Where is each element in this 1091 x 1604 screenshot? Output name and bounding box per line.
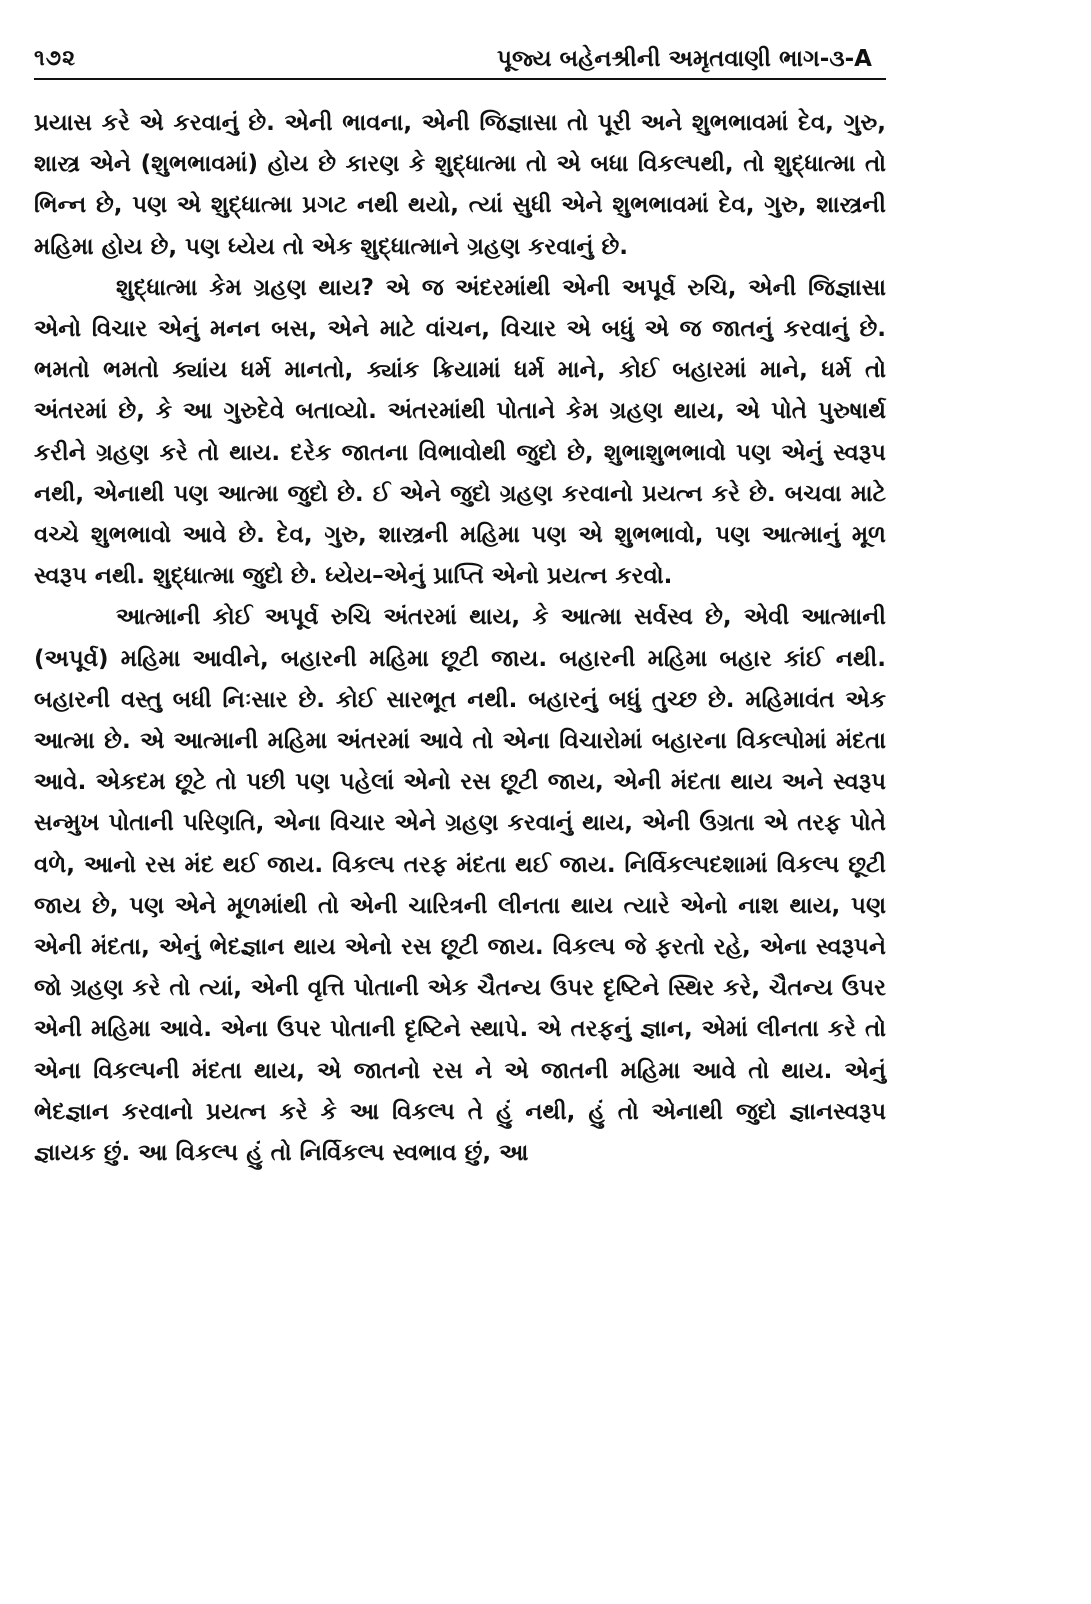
paragraph: શુદ્ધાત્મા કેમ ગ્રહણ થાય? એ જ અંદરમાંથી એની અપૂર્વ રુચિ, એની જિજ્ઞાસા એનો વિચાર એનું મનન બસ, એને માટે વાંચન, વિચાર એ બધું એ જ જાતનું કરવાનું છે. ભમતો ભમતો ક્યાંય ધર્મ માનતો, ક્યાંક ક્રિયામાં ધર્મ માને, કોઈ બહારમાં માને, ધર્મ તો અંતરમાં છે, કે આ ગુરુદેવે બતાવ્યો. અંતરમાંથી પોતાને કેમ ગ્રહણ થાય, એ પોતે પુરુષાર્થ કરીને ગ્રહણ કરે તો થાય. દરેક જાતના વિભાવોથી જુદો છે, શુભાશુભભાવો પણ એનું સ્વરૂપ નથી, એનાથી પણ આત્મા જુદો છે. ઈ એને જુદો ગ્રહણ કરવાનો પ્રયત્ન કરે છે. બચવા માટે વચ્ચે શુભભાવો આવે છે. દેવ, ગુરુ, શાસ્ત્રની મહિમા પણ એ શુભભાવો, પણ આત્માનું મૂળ સ્વરૂપ નથી. શુદ્ધાત્મા જુદો છે. ધ્યેય–એનું પ્રાપ્તિ એનો પ્રયત્ન કરવો.	[34, 274, 886, 590]
running-title: પૂજ્ય બહેનશ્રીની અમૃતવાણી ભાગ-૩-A	[497, 46, 872, 72]
page-header	[34, 44, 886, 80]
body-text	[34, 103, 886, 1174]
paragraph: આત્માની કોઈ અપૂર્વ રુચિ અંતરમાં થાય, કે આત્મા સર્વસ્વ છે, એવી આત્માની (અપૂર્વ) મહિમા આવીને, બહારની મહિમા છૂટી જાય. બહારની મહિમા બહાર કાંઈ નથી. બહારની વસ્તુ બધી નિઃસાર છે. કોઈ સારભૂત નથી. બહારનું બધું તુચ્છ છે. મહિમાવંત એક આત્મા છે. એ આત્માની મહિમા અંતરમાં આવે તો એના વિચારોમાં બહારના વિકલ્પોમાં મંદતા આવે. એકદમ છૂટે તો પછી પણ પહેલાં એનો રસ છૂટી જાય, એની મંદતા થાય અને સ્વરૂપ સન્મુખ પોતાની પરિણતિ, એના વિચાર એને ગ્રહણ કરવાનું થાય, એની ઉગ્રતા એ તરફ પોતે વળે, આનો રસ મંદ થઈ જાય. વિકલ્પ તરફ મંદતા થઈ જાય. નિર્વિકલ્પદશામાં વિકલ્પ છૂટી જાય છે, પણ એને મૂળમાંથી તો એની ચારિત્રની લીનતા થાય ત્યારે એનો નાશ થાય, પણ એની મંદતા, એનું ભેદજ્ઞાન થાય એનો રસ છૂટી જાય. વિકલ્પ જે ફરતો રહે, એના સ્વરૂપને જો ગ્રહણ કરે તો ત્યાં, એની વૃત્તિ પોતાની એક ચૈતન્ય ઉપર દૃષ્ટિને સ્થિર કરે, ચૈતન્ય ઉપર એની મહિમા આવે. એના ઉપર પોતાની દૃષ્ટિને સ્થાપે. એ તરફનું જ્ઞાન, એમાં લીનતા કરે તો એના વિકલ્પની મંદતા થાય, એ જાતનો રસ ને એ જાતની મહિમા આવે તો થાય. એનું ભેદજ્ઞાન કરવાનો પ્રયત્ન કરે કે આ વિકલ્પ તે હું નથી, હું તો એનાથી જુદો જ્ઞાનસ્વરૂપ જ્ઞાયક છું. આ વિકલ્પ હું તો નિર્વિકલ્પ સ્વભાવ છું, આ	[34, 604, 886, 1167]
paragraph-continued: પ્રયાસ કરે એ કરવાનું છે. એની ભાવના, એની જિજ્ઞાસા તો પૂરી અને શુભભાવમાં દેવ, ગુરુ, શાસ્ત્ર એને (શુભભાવમાં) હોય છે કારણ કે શુદ્ધાત્મા તો એ બધા વિકલ્પથી, તો શુદ્ધાત્મા તો ભિન્ન છે, પણ એ શુદ્ધાત્મા પ્રગટ નથી થયો, ત્યાં સુધી એને શુભભાવમાં દેવ, ગુરુ, શાસ્ત્રની મહિમા હોય છે, પણ ધ્યેય તો એક શુદ્ધાત્માને ગ્રહણ કરવાનું છે.	[34, 110, 886, 260]
page-number: ૧૭૨	[34, 46, 76, 71]
